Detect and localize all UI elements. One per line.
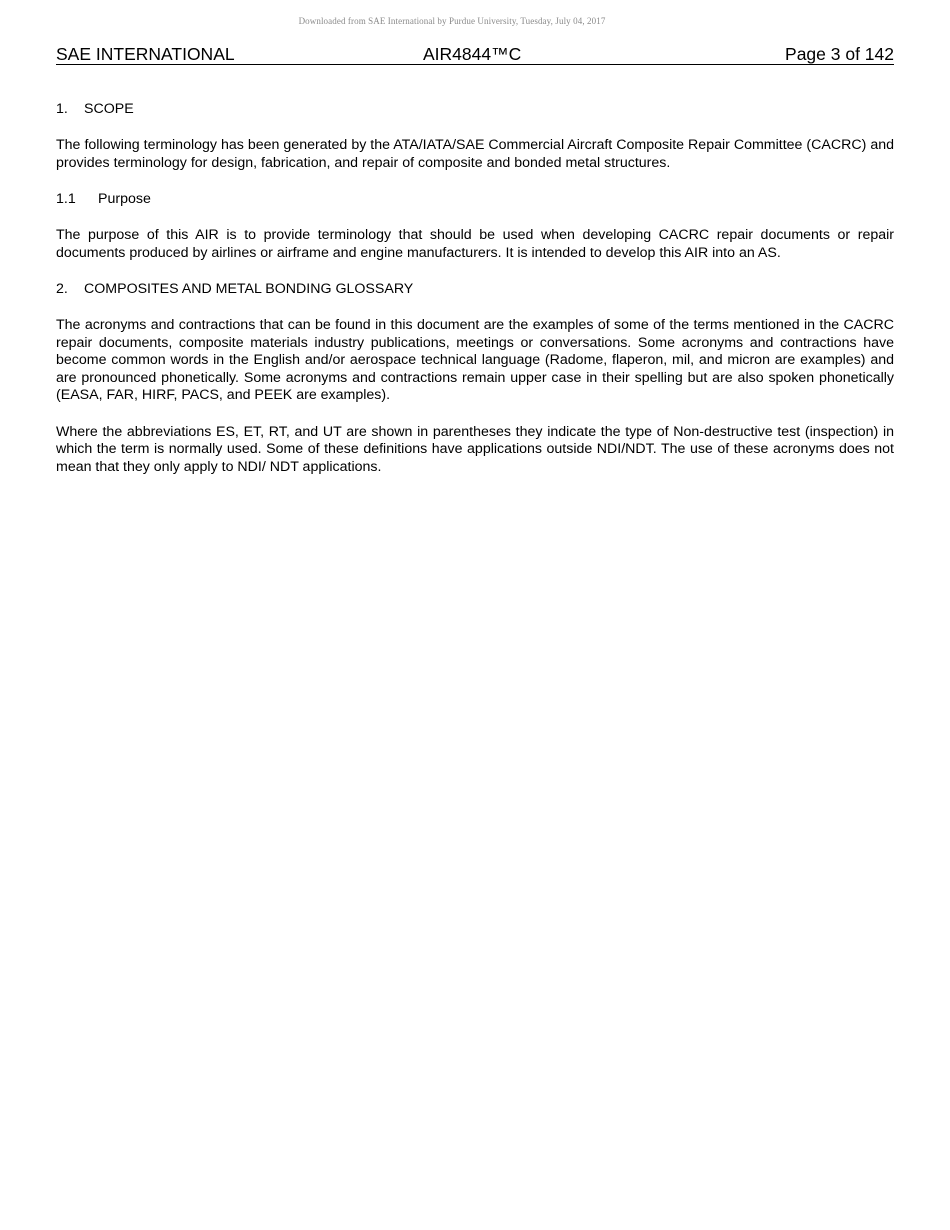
section-number: 1. <box>56 101 68 117</box>
section-number: 2. <box>56 281 68 297</box>
publisher-name: SAE INTERNATIONAL <box>56 44 235 64</box>
download-watermark: Downloaded from SAE International by Purdue University, Tuesday, July 04, 2017 <box>298 16 606 26</box>
glossary-paragraph-2: Where the abbreviations ES, ET, RT, and UT are shown in parentheses they indicate the type of Non-destructive test (inspection) in which the term is normally used. Some of these definitions have applications outside NDI/NDT. The use of these acronyms does not mean that they only apply to NDI/ NDT applications. <box>56 423 894 475</box>
purpose-paragraph: The purpose of this AIR is to provide terminology that should be used when developing CACRC repair documents or repair documents produced by airlines or airframe and engine manufacturers. It is intended to develop this AIR into an AS. <box>56 227 894 261</box>
section-title: SCOPE <box>84 101 134 117</box>
section-title: COMPOSITES AND METAL BONDING GLOSSARY <box>84 281 414 297</box>
section-heading-glossary <box>56 281 894 299</box>
document-number: AIR4844™C <box>423 44 522 64</box>
section-number: 1.1 <box>56 191 76 207</box>
page-number: Page 3 of 142 <box>785 44 894 64</box>
glossary-paragraph-1: The acronyms and contractions that can be found in this document are the examples of some of the terms mentioned in the CACRC repair documents, composite materials industry publications, meetings or conversations. Some acronyms and contractions have become common words in the English and/or aerospace technical language (Radome, flaperon, mil, and micron are examples) and are pronounced phonetically. Some acronyms and contractions remain upper case in their spelling but are also spoken phonetically (EASA, FAR, HIRF, PACS, and PEEK are examples). <box>56 317 894 403</box>
section-title: Purpose <box>98 191 151 207</box>
scope-paragraph: The following terminology has been generated by the ATA/IATA/SAE Commercial Aircraft Composite Repair Committee (CACRC) and provides terminology for design, fabrication, and repair of composite and bonded metal structures. <box>56 137 894 171</box>
page-header <box>56 44 894 65</box>
document-body <box>56 101 894 476</box>
section-heading-purpose <box>56 191 894 209</box>
section-heading-scope <box>56 101 894 119</box>
